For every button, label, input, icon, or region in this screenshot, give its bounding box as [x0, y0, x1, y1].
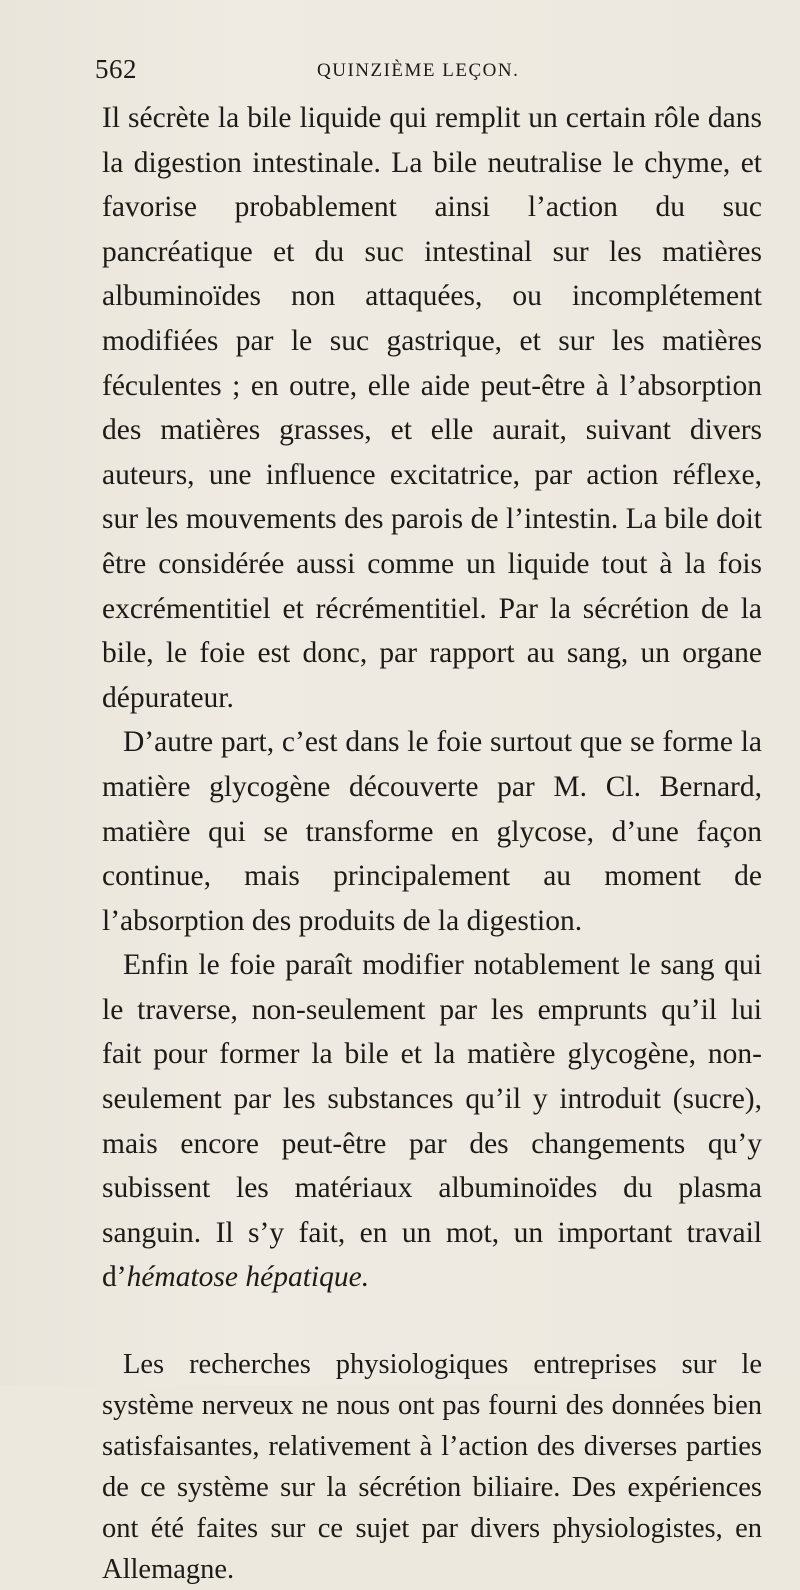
paragraph-glycogen: D’autre part, c’est dans le foie surtout que se forme la matière glycogène découverte par M. Cl. Bernard, matière qui se transforme en glycose, d’une façon continue, mais principalement au moment de l’absorption des produits de la digestion.	[102, 726, 762, 937]
paragraph-blood-modification	[102, 943, 762, 1300]
paragraph-nervous-system: Les recherches physiologiques entreprises sur le système nerveux ne nous ont pas fourni des données bien satisfaisantes, relativement à l’action des diverses parties de ce système sur la sécrétion biliaire. Des expériences ont été faites sur ce sujet par divers physiologistes, en Allemagne.	[102, 1349, 762, 1586]
page-number: 562	[95, 54, 137, 84]
paragraph-blood-modification-text: Enfin le foie paraît modifier notablement le sang qui le traverse, non-seulement par les emprunts qu’il lui fait pour former la bile et la matière glycogène, non-seulement par les substances qu’il y introduit (sucre), mais encore peut-être par des changements qu’y subissent les matériaux albuminoïdes du plasma sanguin. Il s’y fait, en un mot, un important travail d’	[102, 949, 762, 1294]
body-text	[102, 96, 762, 1590]
emphasis-hematose-hepatique: hématose hépatique.	[126, 1261, 370, 1294]
paragraph-bile-secretion: Il sécrète la bile liquide qui remplit un certain rôle dans la digestion intestinale. La bile neutralise le chyme, et favorise probablement ainsi l’action du suc pancréatique et du suc intestinal sur les matières albuminoïdes non attaquées, ou incomplétement modifiées par le suc gastrique, et sur les matières féculentes ; en outre, elle aide peut-être à l’absorption des matières grasses, et elle aurait, suivant divers auteurs, une influence excitatrice, par action réflexe, sur les mouvements des parois de l’intestin. La bile doit être considérée aussi comme un liquide tout à la fois excrémentitiel et récrémentitiel. Par la sécrétion de la bile, le foie est donc, par rapport au sang, un organe dépurateur.	[102, 102, 762, 714]
running-title: QUINZIÈME LEÇON.	[317, 60, 520, 81]
running-head	[95, 54, 755, 94]
